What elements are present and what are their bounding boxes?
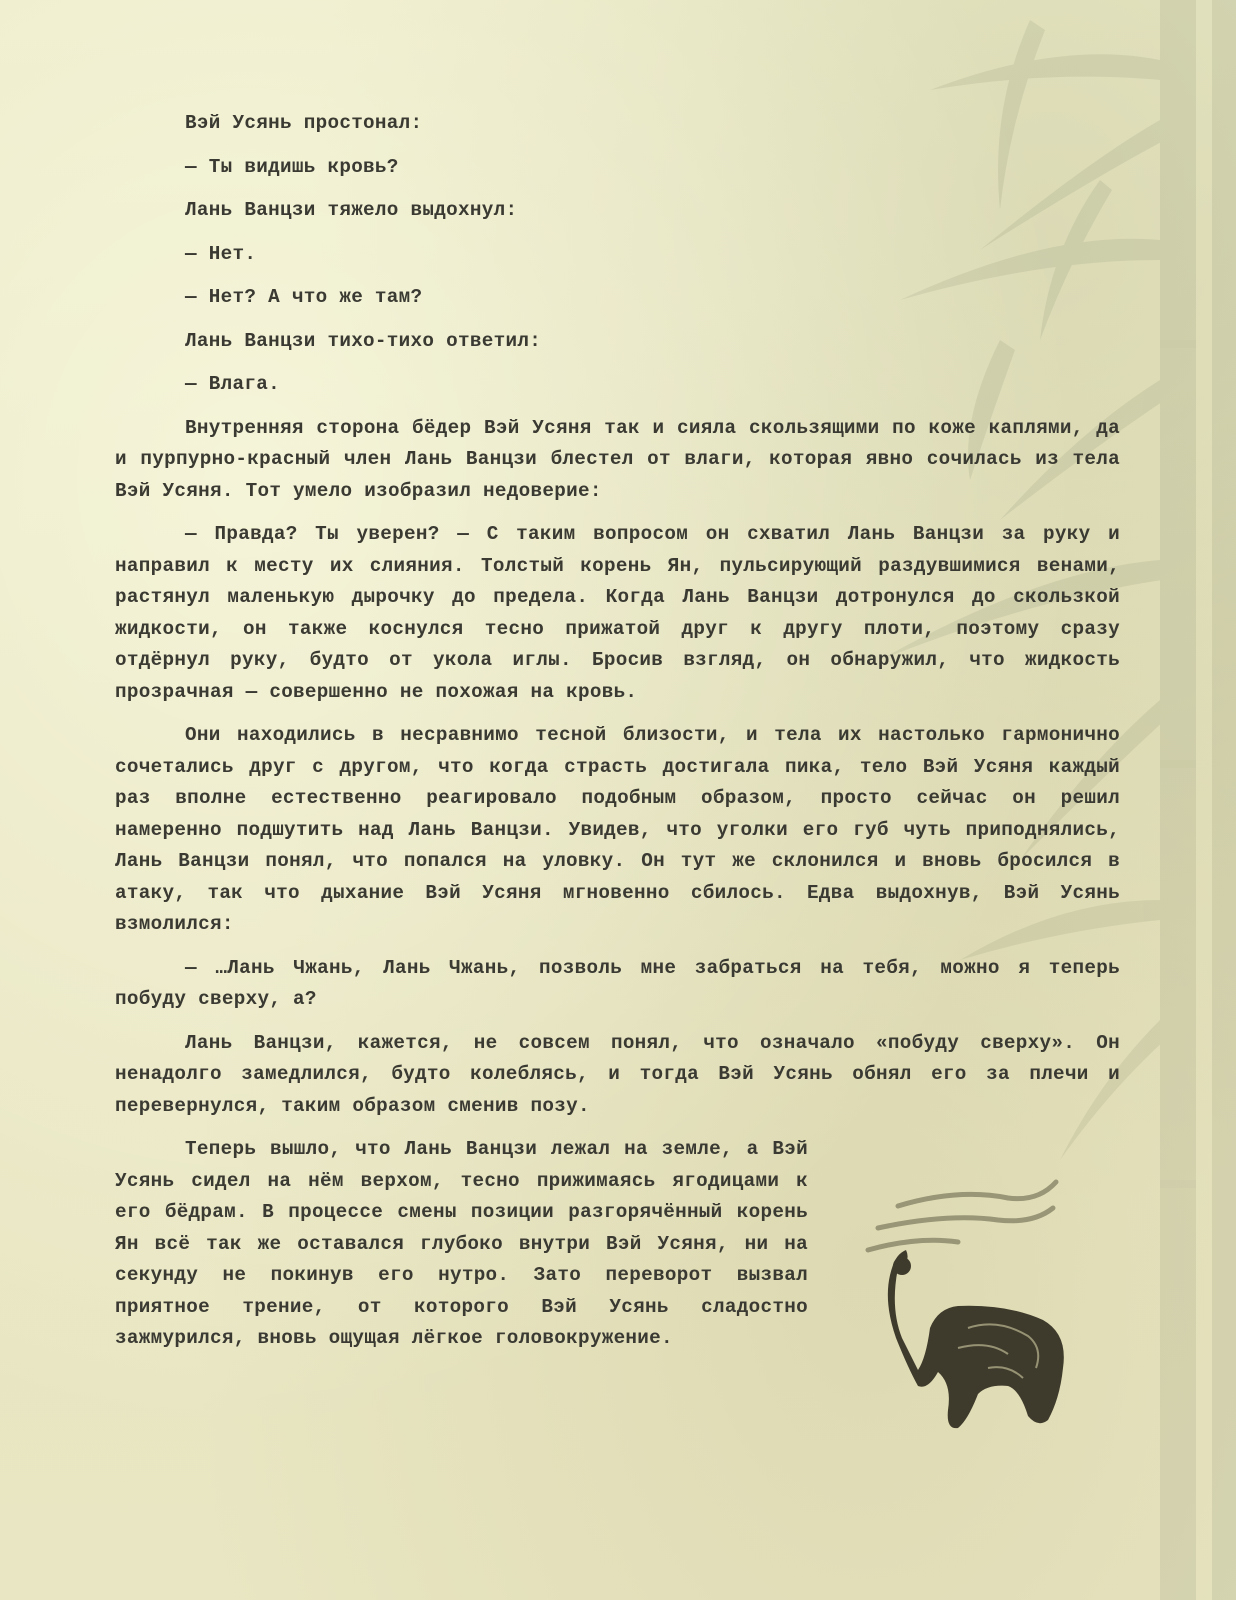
paragraph: — Правда? Ты уверен? — С таким вопросом он схватил Лань Ванцзи за руку и направил к месту их слияния. Толстый корень Ян, пульсирующий раздувшимися венами, растянул маленькую дырочку до предела. Когда Лань Ванцзи дотронулся до скользкой жидкости, он также коснулся тесно прижатой друг к другу плоти, поэтому сразу отдёрнул руку, будто от укола иглы. Бросив взгляд, он обнаружил, что жидкость прозрачная — совершенно не похожая на кровь. bbox=[115, 523, 1120, 703]
paragraph: — Нет? А что же там? bbox=[185, 286, 423, 308]
paragraph: Они находились в несравнимо тесной близости, и тела их настолько гармонично сочетались друг с другом, что когда страсть достигала пика, тело Вэй Усяня каждый раз вполне естественно реагировало подобным образом, просто сейчас он решил намеренно подшутить над Лань Ванцзи. Увидев, что уголки его губ чуть приподнялись, Лань Ванцзи понял, что попался на уловку. Он тут же склонился и вновь бросился в атаку, так что дыхание Вэй Усяня мгновенно сбилось. Едва выдохнув, Вэй Усянь взмолился: bbox=[115, 724, 1120, 935]
paragraph: Внутренняя сторона бёдер Вэй Усяня так и сияла скользящими по коже каплями, да и пурпурно-красный член Лань Ванцзи блестел от влаги, которая явно сочилась из тела Вэй Усяня. Тот умело изобразил недоверие: bbox=[115, 416, 1120, 502]
paragraph: — Нет. bbox=[185, 242, 257, 265]
paragraph: Лань Ванцзи, кажется, не совсем понял, что означало «побуду сверху». Он ненадолго замедлился, будто колеблясь, и тогда Вэй Усянь обнял его за плечи и перевернулся, таким образом сменив позу. bbox=[115, 1031, 1120, 1117]
paragraph: Вэй Усянь простонал: bbox=[185, 112, 423, 134]
paragraph: — Влага. bbox=[185, 373, 280, 395]
paragraph: Теперь вышло, что Лань Ванцзи лежал на земле, а Вэй Усянь сидел на нём верхом, тесно прижимаясь ягодицами к его бёдрам. В процессе смены позиции разгорячённый корень Ян всё так же оставался глубоко внутри Вэй Усяня, ни на секунду не покинув его нутро. Зато переворот вызвал приятное трение, от которого Вэй Усянь сладостно зажмурился, вновь ощущая лёгкое головокружение. bbox=[115, 1138, 808, 1349]
paragraph: — …Лань Чжань, Лань Чжань, позволь мне забраться на тебя, можно я теперь побуду сверху, а? bbox=[115, 956, 1120, 1010]
creature-illustration bbox=[838, 1158, 1088, 1434]
paragraph: Лань Ванцзи тихо-тихо ответил: bbox=[185, 329, 542, 352]
paragraph: — Ты видишь кровь? bbox=[185, 155, 399, 178]
paragraph: Лань Ванцзи тяжело выдохнул: bbox=[185, 199, 518, 221]
